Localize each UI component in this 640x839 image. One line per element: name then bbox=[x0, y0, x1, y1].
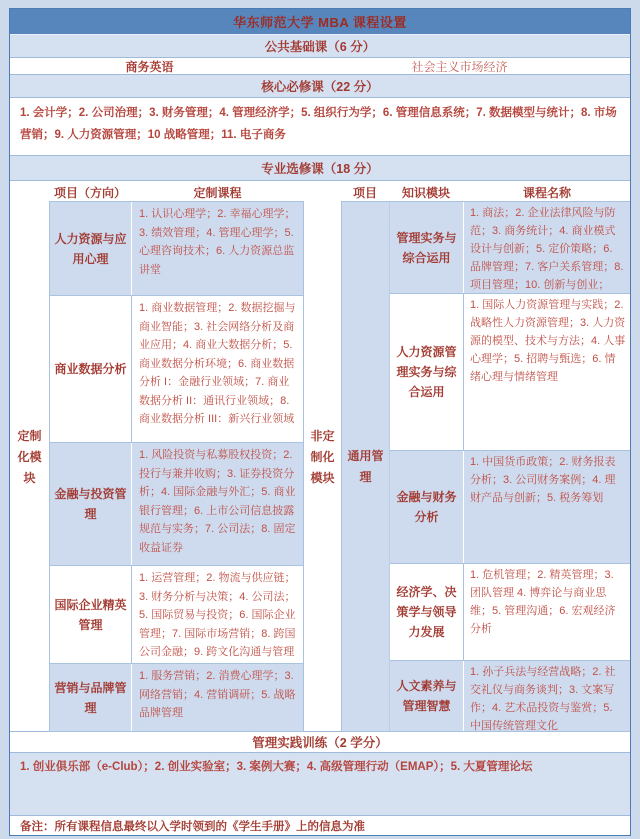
course-list-cell: 1. 认识心理学；2. 幸福心理学；3. 绩效管理；4. 管理心理学；5. 心理咨询技术；6. 人力资源总监讲堂 bbox=[139, 208, 296, 276]
core-course-list: 1. 会计学；2. 公司治理；3. 财务管理；4. 管理经济学；5. 组织行为学；6. 管理信息系统；7. 数据模型与统计；8. 市场营销；9. 人力资源管理；10 战略管理；11. 电子商务 bbox=[10, 98, 630, 156]
header-direction: 项目（方向） bbox=[53, 185, 126, 200]
table-row bbox=[50, 663, 303, 731]
direction-cell: 金融与投资管理 bbox=[50, 443, 132, 565]
noncustomized-module-label: 非定制化模块 bbox=[310, 428, 335, 485]
table-row bbox=[50, 295, 303, 442]
noncustomized-module-label-col bbox=[304, 183, 341, 731]
section-header: 专业选修课（18 分） bbox=[261, 162, 379, 176]
header-project: 项目 bbox=[352, 185, 377, 200]
table-row bbox=[390, 293, 630, 450]
section-electives bbox=[10, 156, 630, 181]
direction-cell: 国际企业精英管理 bbox=[50, 566, 132, 663]
table-row bbox=[390, 563, 630, 660]
public-basic-courses bbox=[10, 58, 630, 75]
general-table-col bbox=[341, 183, 631, 731]
course-list-cell: 1. 商业数据管理；2. 数据挖掘与商业智能；3. 社会网络分析及商业应用；4. 商业大数据分析；5. 商业数据分析环境；6. 商业数据分析 I：金融行业领域；7. 商业数据分析 II：通讯行业领域；8. 商业数据分析 III：新兴行业领域 bbox=[139, 302, 296, 425]
course-list-cell: 1. 服务营销；2. 消费心理学；3. 网络营销；4. 营销调研；5. 战略品牌管理 bbox=[139, 670, 296, 719]
header-custom-courses: 定制课程 bbox=[193, 185, 242, 200]
title-bar bbox=[10, 9, 630, 35]
header-course-name: 课程名称 bbox=[522, 185, 571, 200]
module-cell: 人文素养与管理智慧 bbox=[390, 661, 464, 731]
course-business-english: 商务英语 bbox=[125, 60, 174, 74]
footer-note bbox=[10, 816, 630, 835]
course-table bbox=[9, 8, 631, 836]
direction-cell: 商业数据分析 bbox=[50, 296, 132, 442]
customized-table-col bbox=[49, 183, 304, 731]
course-list-cell: 1. 危机管理；2. 精英管理；3. 团队管理 4. 博弈论与商业思维；5. 管理沟通；6. 宏观经济分析 bbox=[470, 569, 616, 635]
module-cell: 人力资源管理实务与综合运用 bbox=[390, 294, 464, 450]
course-list-cell: 1. 孙子兵法与经营战略；2. 社交礼仪与商务谈判；3. 文案写作；4. 艺术品投资与鉴赏；5. 中国传统管理文化 bbox=[470, 666, 616, 731]
course-socialist-market-economy: 社会主义市场经济 bbox=[411, 60, 508, 74]
table-row bbox=[390, 202, 630, 293]
course-list-cell: 1. 国际人力资源管理与实践；2. 战略性人力资源管理；3. 人力资源的模型、技术与方法；4. 人事心理学；5. 招聘与甄选；6. 情绪心理与情绪管理 bbox=[470, 299, 626, 383]
direction-cell: 人力资源与应用心理 bbox=[50, 202, 132, 295]
section-practice-training bbox=[10, 732, 630, 753]
general-course-table bbox=[341, 201, 631, 732]
course-list-cell: 1. 中国货币政策；2. 财务报表分析；3. 公司财务案例；4. 理财产品与创新；5. 税务筹划 bbox=[470, 456, 616, 504]
section-core-required bbox=[10, 75, 630, 98]
customized-module-label-col bbox=[10, 183, 49, 731]
table-row bbox=[390, 450, 630, 563]
section-public-basic bbox=[10, 35, 630, 58]
general-management-cell bbox=[342, 202, 390, 731]
page-title: 华东师范大学 MBA 课程设置 bbox=[233, 15, 407, 30]
table-row bbox=[390, 660, 630, 731]
module-cell: 经济学、决策学与领导力发展 bbox=[390, 564, 464, 660]
table-row bbox=[50, 565, 303, 663]
table-row bbox=[50, 202, 303, 295]
header-knowledge-module: 知识模块 bbox=[401, 185, 450, 200]
customized-course-table bbox=[49, 201, 304, 732]
table-row bbox=[50, 442, 303, 565]
right-table-headers bbox=[341, 183, 631, 201]
general-management-label: 通用管理 bbox=[347, 448, 384, 484]
general-table-rows bbox=[390, 202, 630, 731]
course-list-cell: 1. 风险投资与私募股权投资；2. 投行与兼并收购；3. 证券投资分析；4. 国际金融与外汇；5. 商业银行管理；6. 上市公司信息披露规范与实务；7. 公司法；8. 固定收益证券 bbox=[139, 449, 296, 554]
note-text: 备注：所有课程信息最终以入学时领到的《学生手册》上的信息为准 bbox=[20, 820, 365, 833]
practice-item-list: 1. 创业俱乐部（e-Club）；2. 创业实验室；3. 案例大赛；4. 高级管理行动（EMAP）；5. 大夏管理论坛 bbox=[10, 753, 630, 816]
course-list-cell: 1. 运营管理；2. 物流与供应链；3. 财务分析与决策；4. 公司法；5. 国际贸易与投资；6. 国际企业管理；7. 国际市场营销；8. 跨国公司金融；9. 跨文化沟通与管理 bbox=[139, 572, 296, 658]
section-header: 管理实践训练（2 学分） bbox=[252, 736, 388, 750]
module-cell: 金融与财务分析 bbox=[390, 451, 464, 563]
section-header: 核心必修课（22 分） bbox=[261, 80, 379, 94]
direction-cell: 营销与品牌管理 bbox=[50, 664, 132, 731]
customized-module-label: 定制化模块 bbox=[17, 428, 42, 485]
course-list-cell: 1. 商法；2. 企业法律风险与防范；3. 商务统计；4. 商业模式设计与创新；5. 定价策略；6. 品牌管理；7. 客户关系管理；8. 项目管理；10. 创新与创业； bbox=[470, 207, 624, 291]
section-header: 公共基础课（6 分） bbox=[264, 40, 376, 54]
elective-tables bbox=[10, 181, 630, 732]
left-table-headers bbox=[49, 183, 304, 201]
module-cell: 管理实务与综合运用 bbox=[390, 202, 464, 293]
